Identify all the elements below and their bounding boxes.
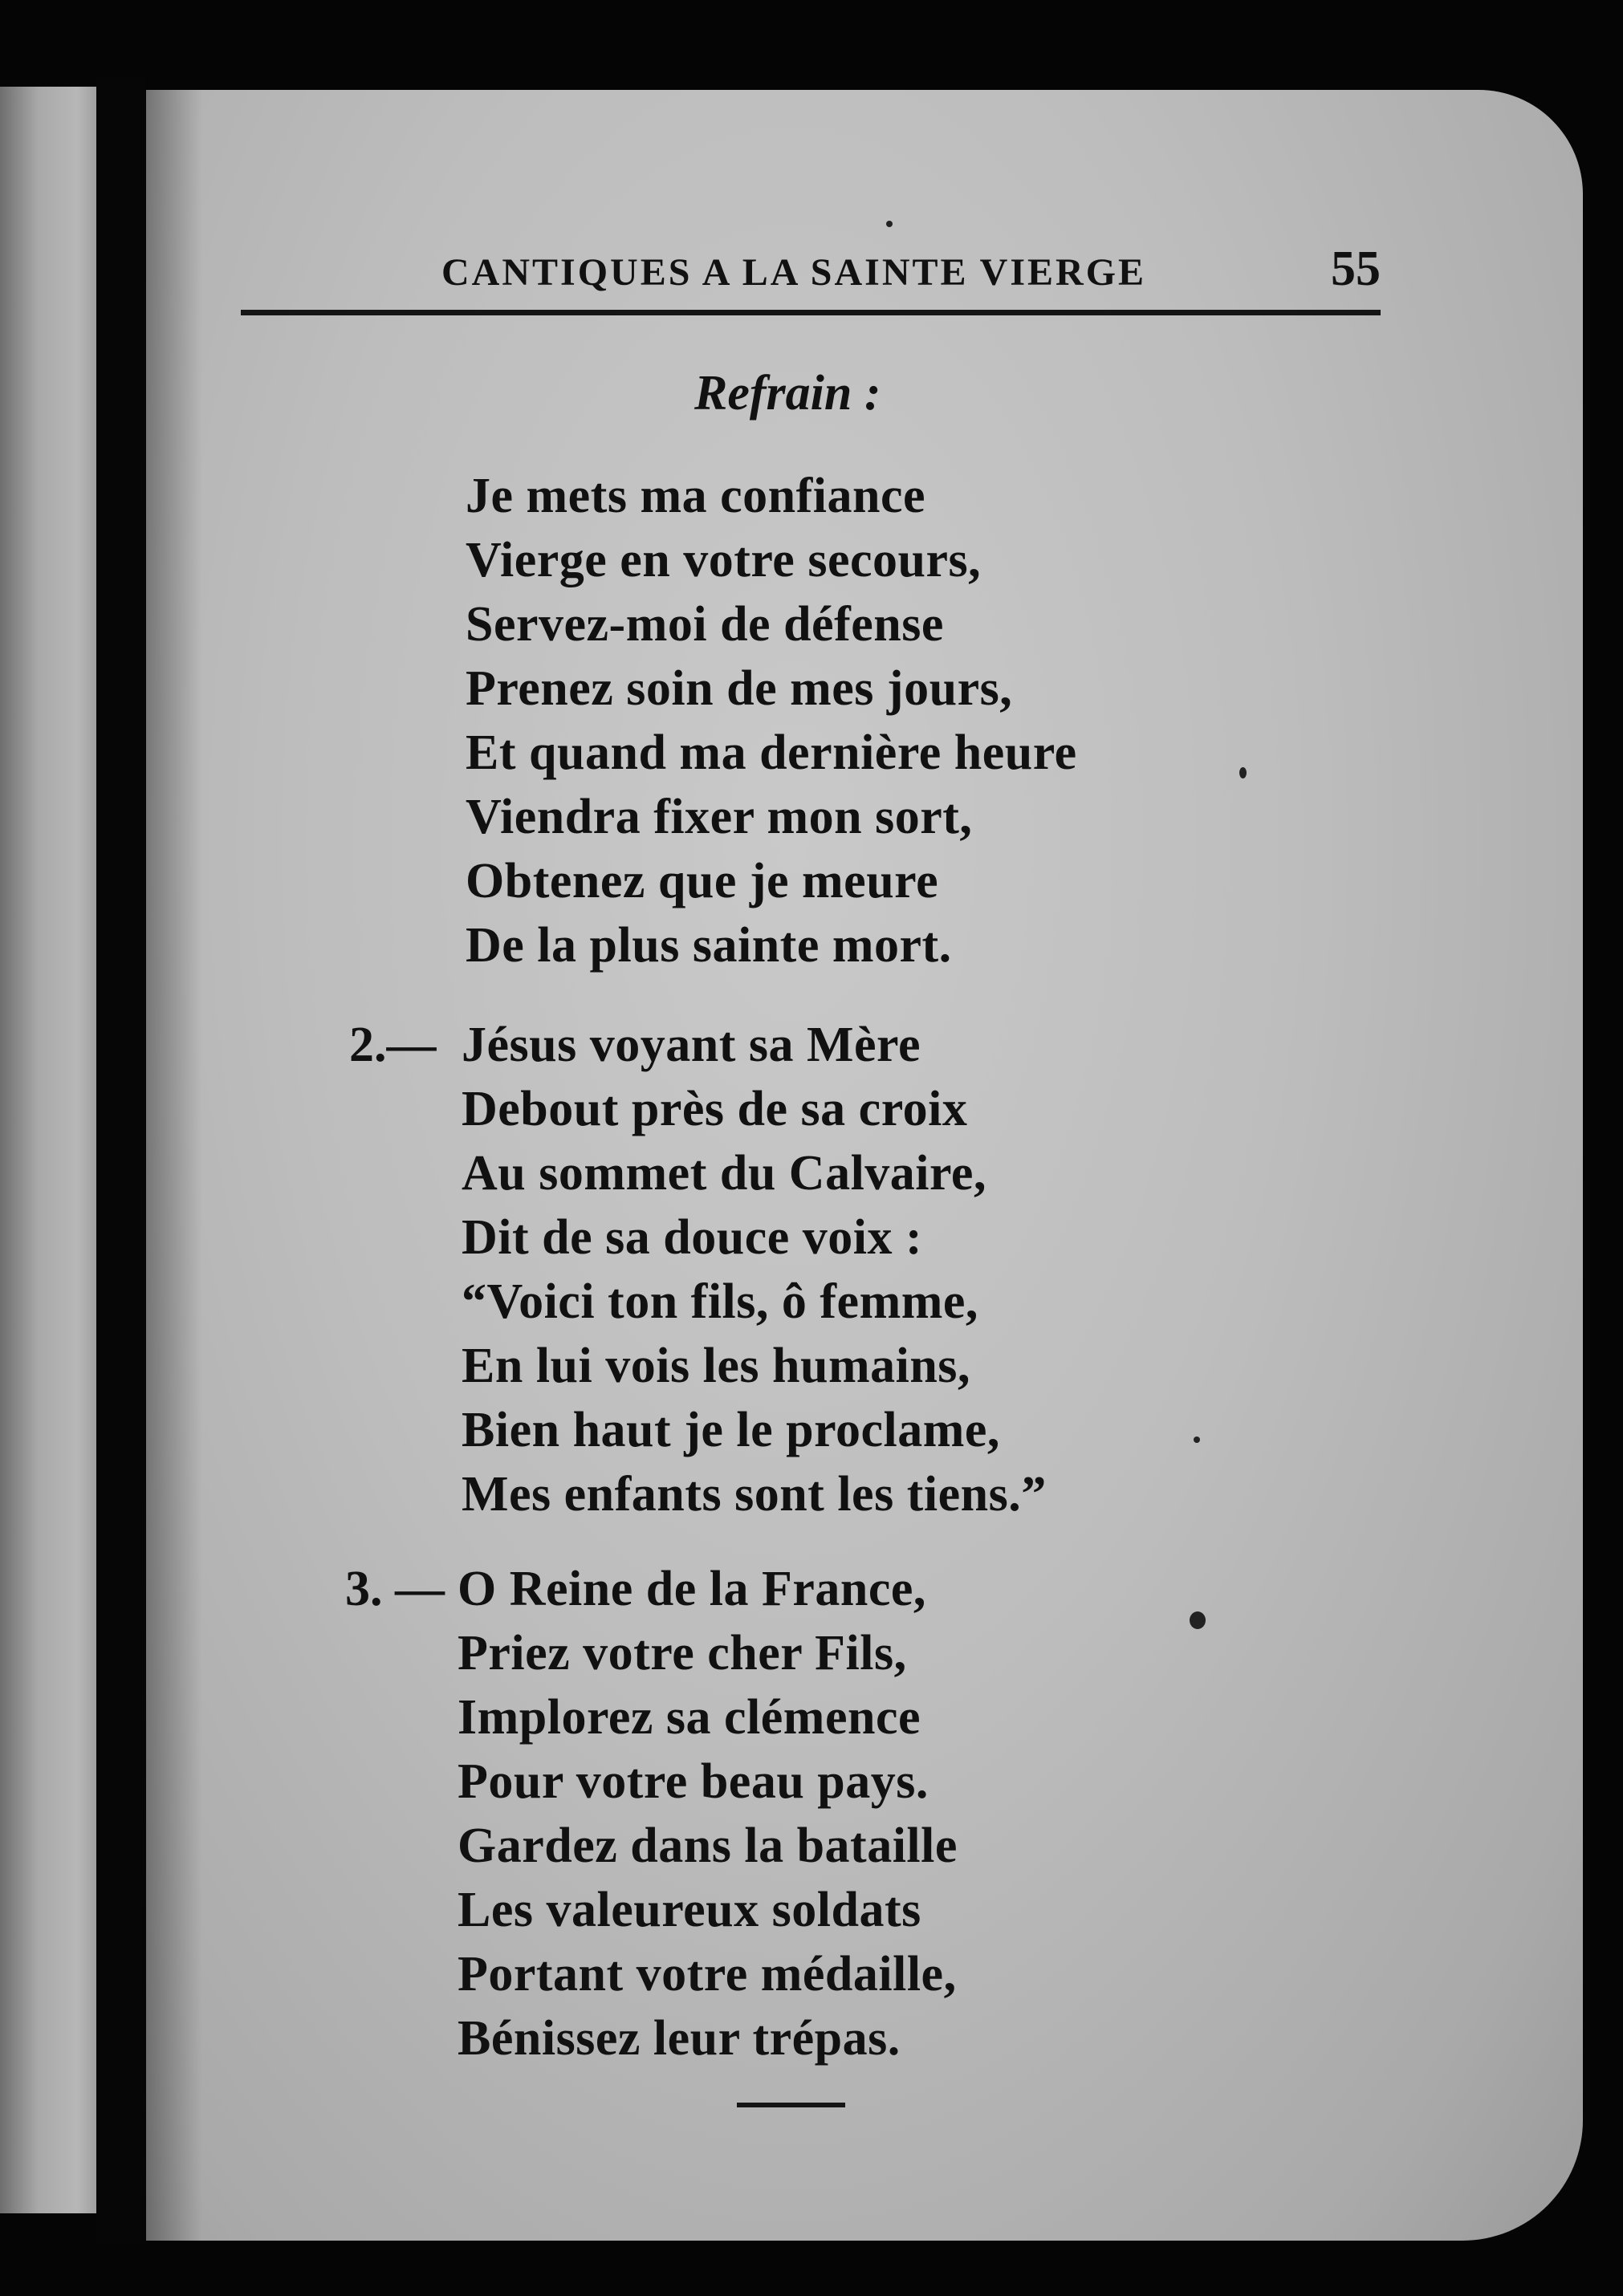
- verse-line: Dit de sa douce voix :: [462, 1210, 923, 1265]
- refrain-label: Refrain :: [694, 366, 881, 421]
- stanza-number: 2.—: [349, 1018, 437, 1072]
- verse-line: Portant votre médaille,: [458, 1947, 957, 2001]
- verse-line: “Voici ton fils, ô femme,: [462, 1274, 978, 1329]
- facing-page-edge: [0, 87, 96, 2213]
- running-title: CANTIQUES A LA SAINTE VIERGE: [441, 251, 1147, 294]
- verse-line: Gardez dans la bataille: [458, 1819, 958, 1873]
- verse-line: De la plus sainte mort.: [466, 918, 952, 973]
- paper-speck: [886, 221, 893, 227]
- verse-line: Mes enfants sont les tiens.”: [462, 1467, 1047, 1522]
- stanza-3: [345, 1557, 958, 2070]
- refrain-stanza: [466, 464, 1077, 977]
- stanza-number: 3. —: [345, 1562, 445, 1616]
- verse-line: O Reine de la France,: [458, 1562, 926, 1616]
- paper-speck: [1239, 767, 1247, 778]
- verse-line: Pour votre beau pays.: [458, 1754, 929, 1809]
- end-rule: [737, 2103, 845, 2107]
- verse-line: Je mets ma confiance: [466, 469, 925, 523]
- book-gutter: [96, 76, 146, 2243]
- stanza-2: [349, 1013, 1047, 1526]
- verse-line: Viendra fixer mon sort,: [466, 790, 973, 844]
- paper-speck: [1190, 1611, 1206, 1629]
- verse-line: Prenez soin de mes jours,: [466, 661, 1013, 716]
- header-rule: [241, 310, 1381, 315]
- verse-line: Les valeureux soldats: [458, 1883, 921, 1937]
- verse-line: Bénissez leur trépas.: [458, 2011, 901, 2066]
- verse-line: Bien haut je le proclame,: [462, 1403, 1000, 1457]
- verse-line: Vierge en votre secours,: [466, 533, 982, 587]
- page-number: 55: [1331, 242, 1381, 296]
- verse-line: Obtenez que je meure: [466, 854, 939, 908]
- paper-speck: [1194, 1437, 1200, 1443]
- verse-line: Et quand ma dernière heure: [466, 725, 1077, 780]
- verse-line: Servez-moi de défense: [466, 597, 944, 652]
- verse-line: Priez votre cher Fils,: [458, 1626, 907, 1680]
- verse-line: Jésus voyant sa Mère: [462, 1018, 921, 1072]
- verse-line: En lui vois les humains,: [462, 1339, 970, 1393]
- verse-line: Implorez sa clémence: [458, 1690, 921, 1745]
- verse-line: Debout près de sa croix: [462, 1082, 968, 1136]
- page-header: [241, 241, 1381, 329]
- verse-line: Au sommet du Calvaire,: [462, 1146, 986, 1201]
